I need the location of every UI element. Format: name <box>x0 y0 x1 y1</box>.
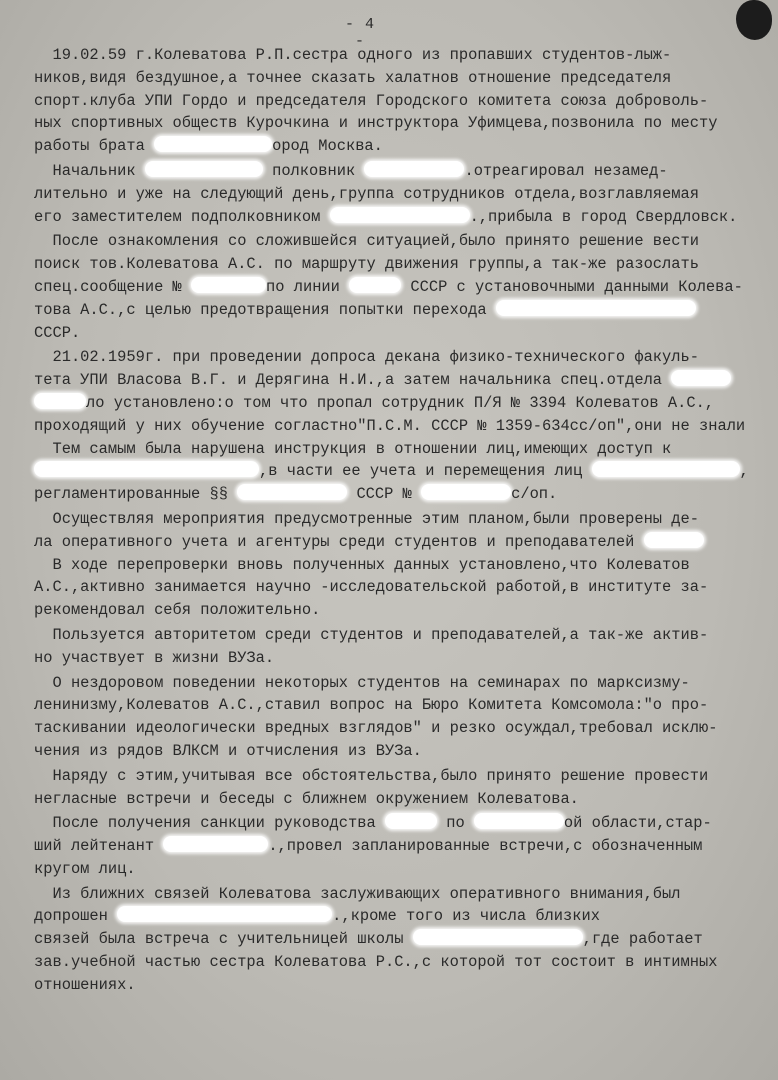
redaction-mark <box>496 300 696 316</box>
text-line: СССР. <box>34 323 81 342</box>
text-line: това А.С.,с целью предотвращения попытки перехода <box>34 299 754 322</box>
page-number: - 4 - <box>344 16 375 50</box>
text-line: После получения санкции руководства по ой области,стар- <box>34 814 712 833</box>
document-body <box>34 44 754 997</box>
text-line: 19.02.59 г.Колеватова Р.П.сестра одного из пропавших студентов-лыж- <box>34 46 672 64</box>
text-line: спорт.клуба УПИ Гордо и председателя Городского комитета союза доброволь- <box>34 91 709 110</box>
text-line: ший лейтенант .,провел запланированные встречи,с обозначенным <box>34 837 703 856</box>
text-line: чения из рядов ВЛКСМ и отчисления из ВУЗа. <box>34 741 422 760</box>
text-line: ных спортивных обществ Курочкина и инструктора Уфимцева,позвонила по месту <box>34 114 718 133</box>
redaction-mark <box>191 277 266 293</box>
text-line: Начальник полковник .отреагировал незамед- <box>34 161 668 180</box>
text-line: отношениях. <box>34 975 136 994</box>
text-line: ,в части ее учета и перемещения лиц , <box>34 460 754 483</box>
text-line: работы брата ород Москва. <box>34 137 383 156</box>
redaction-mark <box>237 484 347 500</box>
text-line: А.С.,активно занимается научно -исследовательской работой,в институте за- <box>34 578 709 597</box>
redaction-mark <box>117 906 332 922</box>
redaction-mark <box>474 813 564 829</box>
text-line: Из ближних связей Колеватова заслуживающих оперативного внимания,был <box>34 884 681 903</box>
text-line: Пользуется авторитетом среди студентов и преподавателей,а так-же актив- <box>34 625 709 644</box>
text-line: связей была встреча с учительницей школы ,где работает <box>34 930 703 949</box>
redaction-mark <box>671 370 731 386</box>
text-line: поиск тов.Колеватова А.С. по маршруту движения группы,а так-же разослать <box>34 255 699 274</box>
text-line: допрошен .,кроме того из числа близких <box>34 907 600 926</box>
text-line: его заместителем подполковником .,прибыла в город Свердловск. <box>34 207 738 226</box>
redaction-mark <box>330 207 470 223</box>
text-line: тета УПИ Власова В.Г. и Дерягина Н.И.,а затем начальника спец.отдела <box>34 369 754 392</box>
text-line: После ознакомления со сложившейся ситуацией,было принято решение вести <box>34 232 699 251</box>
text-line: 21.02.1959г. при проведении допроса декана физико-технического факуль- <box>34 348 699 367</box>
redaction-mark <box>364 161 464 177</box>
text-line: спец.сообщение № по линии СССР с установочными данными Колева- <box>34 277 743 296</box>
text-line: лительно и уже на следующий день,группа сотрудников отдела,возглавляемая <box>34 184 699 203</box>
redaction-mark <box>349 277 401 293</box>
redaction-mark <box>145 161 263 177</box>
text-line: В ходе перепроверки вновь полученных данных установлено,что Колеватов <box>34 555 690 574</box>
redaction-mark <box>163 836 268 852</box>
redaction-mark <box>34 393 86 409</box>
redaction-mark <box>385 813 437 829</box>
text-line: регламентированные §§ СССР № с/оп. <box>34 485 558 504</box>
text-line: зав.учебной частью сестра Колеватова Р.С.,с которой тот состоит в интимных <box>34 953 718 972</box>
text-line: негласные встречи и беседы с ближнем окружением Колеватова. <box>34 789 579 808</box>
redaction-mark <box>154 136 272 152</box>
text-line: ла оперативного учета и агентуры среди студентов и преподавателей <box>34 531 754 554</box>
text-line: О нездоровом поведении некоторых студентов на семинарах по марксизму- <box>34 673 690 692</box>
text-line: проходящий у них обучение согластно"П.С.М. СССР № 1359-634сс/оп",они не знали <box>34 416 746 435</box>
redaction-mark <box>413 929 583 945</box>
redaction-mark <box>644 532 704 548</box>
redaction-mark <box>34 461 259 477</box>
punch-hole-mark <box>736 0 772 40</box>
text-line: таскивании идеологически вредных взглядов" и резко осуждал,требовал исклю- <box>34 719 718 738</box>
text-line: ленинизму,Колеватов А.С.,ставил вопрос на Бюро Комитета Комсомола:"о про- <box>34 696 709 715</box>
redaction-mark <box>592 461 740 477</box>
text-line: Тем самым была нарушена инструкция в отношении лиц,имеющих доступ к <box>34 439 672 458</box>
text-line: рекомендовал себя положительно. <box>34 601 321 620</box>
text-line: кругом лиц. <box>34 859 136 878</box>
text-line: Наряду с этим,учитывая все обстоятельства,было принято решение провести <box>34 766 709 785</box>
text-line: ло установлено:о том что пропал сотрудник П/Я № 3394 Колеватов А.С., <box>34 392 754 415</box>
text-line: ников,видя бездушное,а точнее сказать халатнов отношение председателя <box>34 68 672 87</box>
text-line: Осуществляя мероприятия предусмотренные этим планом,были проверены де- <box>34 509 699 528</box>
text-line: но участвует в жизни ВУЗа. <box>34 648 275 667</box>
redaction-mark <box>421 484 511 500</box>
